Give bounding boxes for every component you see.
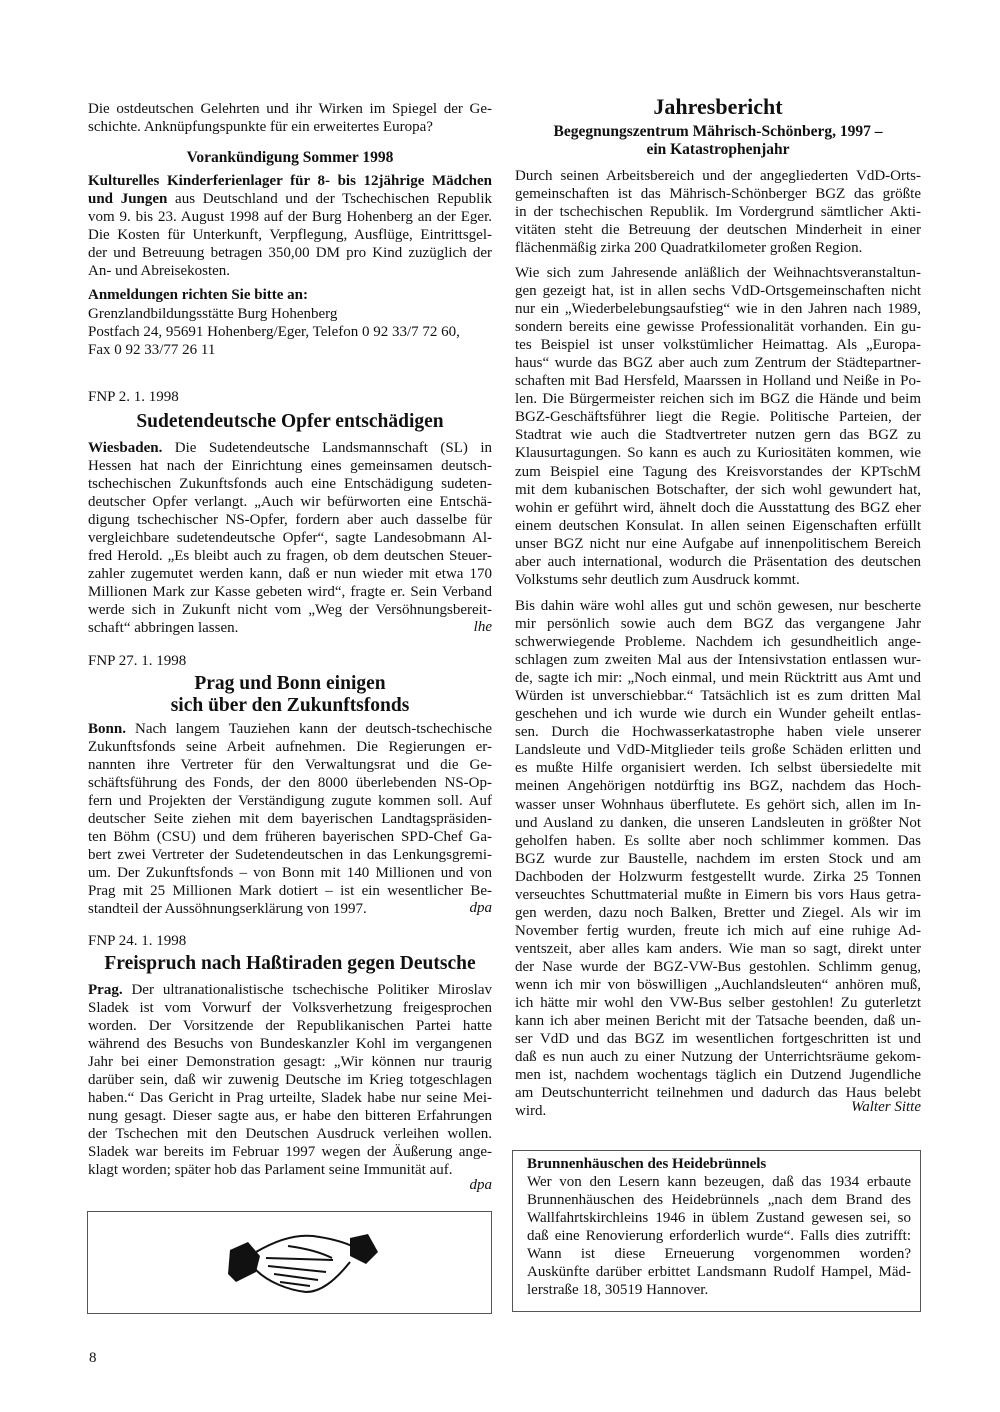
text-line: ventszeit, aber alles kam anders. Wie man so sagt, direkt unter (515, 940, 921, 957)
text-line: mir persönlich sowie auch dem BGZ das vergangene Jahr (515, 616, 921, 633)
text-line: Die Kosten für Unterkunft, Verpflegung, Ausflüge, Eintrittsgel- (88, 227, 492, 244)
text-line: wasser unser Wohnhaus überflutete. Es gehört sich, allen im In- (515, 796, 921, 813)
text-line: vitäten steht die Betreuung der deutschen Minderheit in einer (515, 222, 921, 239)
text-line: zahler zugemutet werden kann, daß er nun wieder mit etwa 170 (88, 566, 492, 583)
text-line: Wie sich zum Jahresende anläßlich der Weihnachtsveranstaltun- (515, 265, 921, 281)
article-body (88, 720, 492, 919)
text-line: Bonn. Nach langem Tauziehen kann der deutsch-tschechische (88, 721, 492, 737)
text-line: der und Betreuung betragen 350,00 DM pro Kind zuzüglich der (88, 245, 492, 262)
text-line: Würden ist unverschiebbar.“ Tatsächlich ist es zum dritten Mal (515, 688, 921, 705)
text-line: flächenmäßig zirka 200 Quadratkilometer großen Region. (515, 240, 863, 257)
text-line: Sladek ist vom Vorwurf der Volksverhetzung freigesprochen (88, 1000, 492, 1017)
text-line: An- und Abreisekosten. (88, 263, 231, 280)
text-line: haus“ wurde das BGZ aber auch zum Zentrum der Städtepartner- (515, 355, 921, 372)
report-paragraph (515, 167, 921, 257)
text-line: Hessen hat nach der Einrichtung eines gemeinsamen deutsch- (88, 458, 492, 475)
text-line: es mußte Hilfe organisiert werden. Ich selbst übersiedelte mit (515, 760, 921, 777)
headline-line: Freispruch nach Haßtiraden gegen Deutsche (104, 953, 476, 974)
text-line: schichte. Anknüpfungspunkte für ein erweitertes Europa? (88, 119, 433, 136)
text-line: zum Beispiel eine Tagung des Kreisvorstandes der KPTschM (515, 463, 921, 480)
handshake-icon (88, 1212, 491, 1313)
announcement-body (88, 172, 492, 280)
report-signature: Walter Sitte (851, 1099, 921, 1115)
text-line: tschechischen Zukunftsfonds auch eine Entschädigung sudeten- (88, 476, 492, 493)
text-line: Jahr bei einer Demonstration gesagt: „Wir können nur traurig (88, 1054, 492, 1071)
text-line: schwerwiegende Probleme. Nachdem ich gesundheitlich ange- (515, 634, 921, 651)
text-line: men ist, nachdem wochentags täglich ein Dutzend Jugendliche (515, 1067, 921, 1084)
text-line: len. Die Bürgermeister reichen sich im BGZ die Hände und beim (515, 391, 921, 408)
text-line: Auskünfte darüber erbittet Landsmann Rudolf Hampel, Mäd- (527, 1264, 911, 1281)
text-line: geholfen haben. Es sollte aber noch schlimmer kommen. Das (515, 832, 921, 849)
intro-text (88, 100, 492, 136)
headline-line: Begegnungszentrum Mährisch-Schönberg, 1997 – (553, 123, 883, 140)
text-line: worden. Der Vorsitzende der Republikanischen Partei hatte (88, 1018, 492, 1035)
text-line: Sladek war bereits im Februar 1997 wegen der Äußerung ange- (88, 1144, 492, 1161)
headline-line: ein Katastrophenjahr (646, 141, 790, 158)
article-source: FNP 24. 1. 1998 (88, 933, 187, 949)
text-line: und Ausland zu danken, die unseren Landsleuten in größter Not (515, 814, 921, 831)
text-line: Wallfahrtskirchleins 1946 in üblem Zustand gewesen sei, so (527, 1210, 911, 1227)
text-line: Grenzlandbildungsstätte Burg Hohenberg (88, 306, 338, 322)
text-line: nur ein „Wiederbelebungsaufstieg“ wie in den Jahren nach 1989, (515, 301, 921, 318)
text-line: Wiesbaden. Die Sudetendeutsche Landsmannschaft (SL) in (88, 440, 492, 456)
text-line: während des Besuchs von Bundeskanzler Kohl im vergangenen (88, 1036, 492, 1053)
text-line: November fertig wurden, freute ich mich auf eine ruhige Ad- (515, 922, 921, 939)
text-line: klagt worden; später hob das Parlament seine Immunität auf. (88, 1162, 453, 1179)
text-line: schaften mit Bad Hersfeld, Maarssen in Holland und Neiße in Po- (515, 373, 921, 390)
text-line: Zukunftsfonds seine Arbeit aufnehmen. Die Regierungen er- (88, 739, 492, 756)
text-line: wenn ich mir von böswilligen „Auchlandsleuten“ anhören muß, (515, 976, 921, 993)
text-line: vergleichbare sudetendeutsche Opfer“, sagte Landesobmann Al- (88, 530, 492, 547)
text-line: Klausurtagungen. So kann es auch zu Kuriositäten kommen, wie (515, 445, 921, 462)
text-line: gen gezeigt hat, ist in allen sechs VdD-Ortsgemeinschaften nicht (515, 283, 921, 300)
headline-line: Prag und Bonn einigen (194, 673, 386, 694)
text-line: fred Herold. „Es bleibt auch zu fragen, ob dem deutschen Steuer- (88, 548, 492, 565)
text-line: daß es nun auch zu einer Nutzung der Unterrichtsräume gekom- (515, 1049, 921, 1066)
text-line: Prag mit 25 Millionen Mark dotiert – ist ein wesentlicher Be- (88, 883, 492, 900)
text-line: nung gesagt. Dieser sagte aus, er habe den bitteren Erfahrungen (88, 1108, 492, 1125)
text-line: Brunnenhäuschen des Heidebrünnels „nach dem Brand des (527, 1192, 911, 1209)
text-line: ser VdD und das BGZ im wesentlichen fortgeschritten ist und (515, 1031, 921, 1048)
article-headline (88, 673, 492, 717)
text-line: daß eine Renovierung erforderlich wurde“. Falls dies zutrifft: (527, 1228, 911, 1245)
text-line: schlagen zum zweiten Mal aus der Intensivstation entlassen wur- (515, 652, 921, 669)
text-line: Prag. Der ultranationalistische tschechische Politiker Miroslav (88, 982, 492, 998)
text-line: mit dem kubanischen Botschafter, der sich wohl gewundert hat, (515, 481, 921, 498)
text-line: Kulturelles Kinderferienlager für 8- bis 12jährige Mädchen (88, 173, 492, 189)
text-line: ich hätte mir wohl den VW-Bus selber gestohlen! Zu guterletzt (515, 995, 921, 1012)
text-line: Fax 0 92 33/77 26 11 (88, 342, 216, 359)
article-source: FNP 27. 1. 1998 (88, 653, 187, 669)
headline-line: sich über den Zukunftsfonds (170, 695, 410, 716)
article-source: FNP 2. 1. 1998 (88, 389, 179, 405)
article-headline (88, 411, 492, 433)
text-line: in der tschechischen Republik. Im Vordergrund sämtlicher Akti- (515, 204, 921, 221)
article-signature: lhe (473, 619, 492, 635)
contact-address (88, 305, 492, 359)
text-line: Wann ist diese Erneuerung vorgenommen worden? (527, 1246, 911, 1263)
text-line: und Jungen aus Deutschland und der Tschechischen Republik (88, 191, 492, 208)
text-line: Dachboden der Holzwurm festgestellt wurde. Zirka 25 Tonnen (515, 868, 921, 885)
report-title: Jahresbericht (653, 94, 783, 119)
text-line: bert zwei Vertreter der Sudetendeutschen in das Lenkungsgremi- (88, 847, 492, 864)
text-line: gen werden, dazu noch Balken, Bretter und Ziegel. Als wir im (515, 904, 921, 921)
text-line: haben.“ Das Gericht in Prag urteilte, Sladek habe nur seine Mei- (88, 1090, 492, 1107)
text-line: Die ostdeutschen Gelehrten und ihr Wirken im Spiegel der Ge- (88, 101, 492, 117)
announcement-title: Vorankündigung Sommer 1998 (186, 149, 394, 166)
text-line: Stadtrat wie auch die Stadtvertreter nutzen gern das BGZ zu (515, 427, 921, 444)
text-line: lerstraße 18, 30519 Hannover. (527, 1282, 709, 1299)
text-line: Landsleute und VdD-Mitglieder teils große Schäden erlitten und (515, 742, 921, 759)
text-line: BGZ wurde zur Baustelle, nachdem im ersten Stock und am (515, 850, 921, 867)
text-line: tes Beispiel ist unser volkstümlicher Heimattag. Als „Europa- (515, 337, 921, 354)
illustration-frame (87, 1211, 492, 1314)
text-line: sen. Durch die Hochwasserkatastrophe haben viele unserer (515, 724, 921, 741)
headline-line: Sudetendeutsche Opfer entschädigen (136, 411, 444, 432)
text-line: deutscher Seite ziehen mit dem bayerischen Landtagspräsiden- (88, 811, 492, 828)
text-line: meinen Angehörigen notdürftig ins BGZ, nachdem das Hoch- (515, 778, 921, 795)
text-line: nannten ihre Vertreter für den Verwaltungsrat und die Ge- (88, 757, 492, 774)
text-line: de, sagte ich mir: „Noch einmal, und mein Rücktritt aus Amt und (515, 670, 921, 687)
article-body (88, 439, 492, 638)
text-line: kann ich aber meinen Bericht mit der Tatsache beenden, daß un- (515, 1013, 921, 1030)
report-paragraph (515, 264, 921, 589)
text-line: unser BGZ nicht nur eine Aufgabe auf innenpolitischem Bereich (515, 535, 921, 552)
text-line: wohin er geführt wird, ähnelt doch die Ausstattung des BGZ eher (515, 499, 921, 516)
text-line: vom 9. bis 23. August 1998 auf der Burg Hohenberg an der Eger. (88, 209, 492, 226)
notice-body (527, 1173, 911, 1299)
text-line: ten Böhm (CSU) und dem früheren bayerischen SPD-Chef Ga- (88, 829, 492, 846)
text-line: sondern bereits eine gewisse Professionalität vorhanden. Ein gu- (515, 319, 921, 336)
text-line: gemeinschaften ist das Mährisch-Schönberger BGZ das größte (515, 186, 921, 203)
text-line: aber auch international, wodurch die Präsentation des deutschen (515, 553, 921, 570)
report-subtitle (515, 123, 921, 159)
text-line: fern und Projekten der Verständigung zugute kommen soll. Auf (88, 793, 492, 810)
report-paragraph (515, 597, 921, 1120)
page-number: 8 (89, 1350, 97, 1366)
text-line: Volkstums sehr deutlich zum Ausdruck kommt. (515, 571, 800, 588)
text-line: schaft“ abbringen lassen. (88, 620, 239, 637)
text-line: um. Der Zukunftsfonds – von Bonn mit 140 Millionen und von (88, 865, 492, 882)
text-line: der Nase wurde der BGZ-VW-Bus gestohlen. Schlimm genug, (515, 958, 921, 975)
article-body (88, 981, 492, 1180)
text-line: geschehen und ich wurde wie durch ein Wunder geheilt entlas- (515, 706, 921, 723)
text-line: der Tschechen mit den Deutschen Ausdruck verleihen wollen. (88, 1126, 492, 1143)
text-line: deutscher Opfer verlangt. „Auch wir befürworten eine Entschä- (88, 494, 492, 511)
text-line: Durch seinen Arbeitsbereich und der angegliederten VdD-Orts- (515, 168, 921, 184)
text-line: BGZ-Geschäftsführer liegt die Regie. Politische Parteien, der (515, 409, 921, 426)
text-line: verseuchtes Schuttmaterial mußte in Eimern bis vors Haus getra- (515, 886, 921, 903)
text-line: am Deutschunterricht teilnehmen und dadurch das Haus belebt (515, 1085, 921, 1102)
text-line: digung tschechischer NS-Opfer, fordern aber auch dasselbe für (88, 512, 492, 529)
article-signature: dpa (469, 900, 492, 916)
text-line: darüber sein, daß wir zuwenig Deutsche im Krieg totgeschlagen (88, 1072, 492, 1089)
text-line: Postfach 24, 95691 Hohenberg/Eger, Telefon 0 92 33/7 72 60, (88, 324, 460, 341)
text-line: Bis dahin wäre wohl alles gut und schön gewesen, nur bescherte (515, 598, 921, 614)
notice-title: Brunnenhäuschen des Heidebrünnels (527, 1156, 767, 1172)
notice-box (512, 1150, 921, 1312)
text-line: einem deutschen Konsulat. In allen seinen Eigenschaften erfüllt (515, 517, 921, 534)
text-line: werde sich in Zukunft nicht vom „Weg der Versöhnungsbereit- (88, 602, 492, 619)
text-line: Millionen Mark zur Kasse gebeten wird“, fragte er. Sein Verband (88, 584, 492, 601)
text-line: standteil der Aussöhnungserklärung von 1997. (88, 901, 367, 918)
contact-heading: Anmeldungen richten Sie bitte an: (88, 287, 309, 303)
article-headline (88, 953, 492, 975)
text-line: schäftsführung des Fonds, der den 8000 überlebenden NS-Op- (88, 775, 492, 792)
text-line: wird. (515, 1103, 547, 1120)
text-line: Wer von den Lesern kann bezeugen, daß das 1934 erbaute (527, 1174, 911, 1190)
article-signature: dpa (469, 1177, 492, 1193)
